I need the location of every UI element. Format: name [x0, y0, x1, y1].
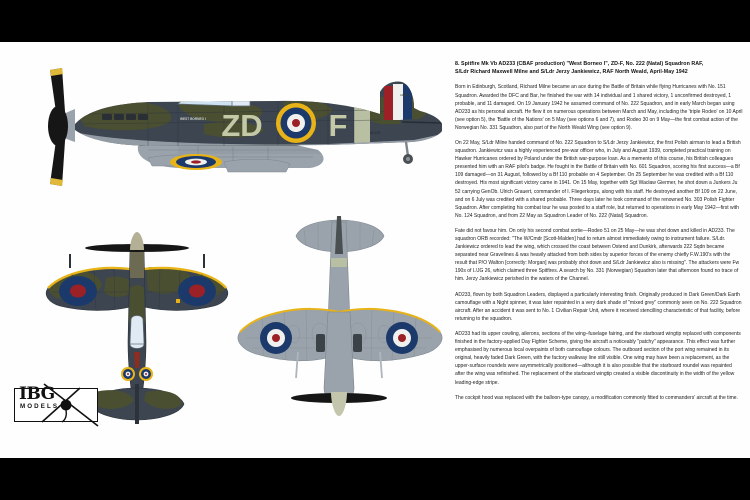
- top-tail-roundel-left: [121, 367, 135, 381]
- logo-sub-text: MODELS: [20, 403, 60, 410]
- paragraph-3: Fate did not favour him. On only his second combat sortie—Rodeo 51 on 25 May—he was shot down and killed in AD233. The squadron ORB recorded: "The W/Cmdr [Scott-Malden] had to return almost immediately owing to instrument failure. S/Ldr. Jankiewicz ordered to lead the wing, which crossed the coast between Ostend and Dunkirk, afterwards 222 Sqdn became separated near Gravelines & was heavily attacked from both sides by superior forces of the enemy chiefly F.W.190's with the result that P/O Walton [correctly: Morgan] was probably shot down and S/Ldr Jankiewicz also is missing". The attackers were Fw 190s of I./JG 26, which claimed three Spitfires. A search by No. 331 (Norwegian) Squadron later that afternoon found no trace of him. Jerzy Jankiewicz perished in the waters of the Channel.: [455, 227, 740, 283]
- fuselage-serial: AD233: [370, 131, 381, 135]
- top-tail-roundel-right: [139, 367, 153, 381]
- aircraft-artwork-panel: [0, 42, 455, 458]
- tailplane-edge: [402, 122, 444, 123]
- fin-serial: AD233: [400, 93, 409, 97]
- logo-brand-text: IBG: [19, 384, 55, 404]
- port-gun-barrel: [69, 254, 71, 268]
- paragraph-2: On 22 May, S/Ldr Milne handed command of No. 222 Squadron to S/Ldr Jerzy Jankiewicz, the first Polish airman to lead a British squadron. Jankiewicz was a highly experienced pre-war officer who, in July and August 1939, completed practical training on Hawker Hurricanes ordered by Poland under the British war-purpose loan. As a memento of this course, his British colleagues presented him with an RAF pilot's badge. He fought in the Battle of Britain with No. 601 Squadron, scoring his first success—a Bf 109 damaged—on 31 August, followed by a Bf 110 probable on 4 September. On 25 September he was credited with a Bf 110 destroyed. His most significant victory came in 1941. On 15 May, together with Sgt Wacław Giermer, he shot down a Junkers Ju 52 carrying GenOb. Ulrich Grauert, commander of I. Fliegerkorps, along with his staff. He destroyed another Bf 109 on 22 June, and on 6 July was credited with a shared probable. Three days later he took command of the renowned No. 303 Polish Fighter Squadron. After completing his combat tour he was posted to a staff role, but returned to operations in early May 1942—first with No. 124 Squadron, and from 22 May as Squadron Leader of No. 222 (Natal) Squadron.: [455, 139, 741, 219]
- profile-heading: [455, 60, 743, 76]
- fin-flash: [384, 84, 412, 120]
- white-content-sheet: [0, 42, 750, 458]
- bottom-propeller: [291, 392, 387, 416]
- spitfire-bottom-plan: [232, 192, 447, 432]
- fuselage-roundel: [276, 103, 316, 143]
- paragraph-5: AD233 had its upper cowling, ailerons, sections of the wing–fuselage fairing, and the starboard wingtip replaced with components finished in the factory-applied Day Fighter Scheme, giving the aircraft a noticeably "patchy" appearance. This effect was further emphasised by numerous local overpaints of both camouflage colours. The outboard section of the port wing remained in its original, heavily faded Dark Green, with the factory walkway line still visible. One wing may have been a replacement, as the upper-surface roundels were asymmetrically positioned—although it is also possible that the starboard roundel was repainted after the wing was refinished. The replacement of the starboard wingtip created a visible discontinuity in the width of the yellow leading-edge stripe.: [455, 330, 741, 386]
- logo-aircraft-icon: [40, 382, 106, 428]
- bottom-sky-band: [331, 258, 347, 267]
- description-text-column: [455, 60, 743, 409]
- port-upper-roundel: [59, 276, 97, 306]
- underwing-roundel-partial: [170, 154, 222, 170]
- starboard-upper-roundel: [178, 276, 216, 306]
- aerial-mast: [262, 72, 266, 100]
- port-radiator: [316, 334, 325, 352]
- paragraph-1: Born in Edinburgh, Scotland, Richard Milne became an ace during the Battle of Britain while flying Hurricanes with No. 151 Squadron. Awarded the DFC and Bar, he finished the war with 14 individual and 1 shared victory, 1 unconfirmed destroyed, 1 probable, and 11 damaged. On 19 January 1942 he assumed command of No. 222 Squadron, and in early March began using AD233 as his personal aircraft. He flew it on numerous operations between March and May, including the 'triple Rodeo' on 10 April (see option 5), the 'Battle of the Nations' on 5 May (see options 6 and 7), and Rodeo 30 on 9 May—the first combat action of the Norwegian No. 331 Squadron, also part of the North Weald Wing (see option 9).: [455, 84, 743, 131]
- propeller-and-spinner: [48, 68, 75, 186]
- top-fin: [135, 384, 139, 424]
- starboard-radiator: [353, 334, 362, 352]
- tailwheel: [403, 142, 413, 164]
- spitfire-side-profile: [28, 62, 448, 197]
- heading-line-1: 8. Spitfire Mk Vb AD233 (CBAF production) "West Borneo I", ZD-F, No. 222 (Natal) Squadron RAF,: [455, 61, 704, 67]
- top-propeller: [85, 232, 189, 252]
- ibg-models-logo: [14, 382, 106, 428]
- paragraph-6: The cockpit hood was replaced with the balloon-type canopy, a modification commonly fitted to commanders' aircraft at the time.: [455, 394, 738, 401]
- individual-code-letter: F: [328, 108, 348, 143]
- balloon-canopy: [178, 88, 250, 106]
- sky-fuselage-band: [354, 92, 370, 150]
- bottom-centre-fuselage: [324, 312, 354, 404]
- heading-line-2: S/Ldr Richard Maxwell Milne and S/Ldr Jerzy Jankiewicz, RAF North Weald, April-May 1942: [455, 69, 688, 76]
- starboard-lower-roundel: [386, 322, 418, 354]
- top-canopy: [130, 316, 144, 349]
- squadron-code-left: ZD: [221, 108, 263, 143]
- port-lower-roundel: [260, 322, 292, 354]
- nose-art-text: WEST BORNEO I: [180, 117, 206, 121]
- paragraph-4: AD233, flown by both Squadron Leaders, displayed a particularly interesting finish. Originally produced in Dark Green/Dark Earth camouflage with a Night spinner, it was later repainted in a very dark shade of "mixed grey" commonly seen on No. 222 Squadron aircraft. After an accident it was sent to No. 1 Civilian Repair Unit, where it received stencilling characteristic of that facility, before returning to the squadron.: [455, 291, 742, 322]
- starboard-gun-barrel: [203, 254, 205, 268]
